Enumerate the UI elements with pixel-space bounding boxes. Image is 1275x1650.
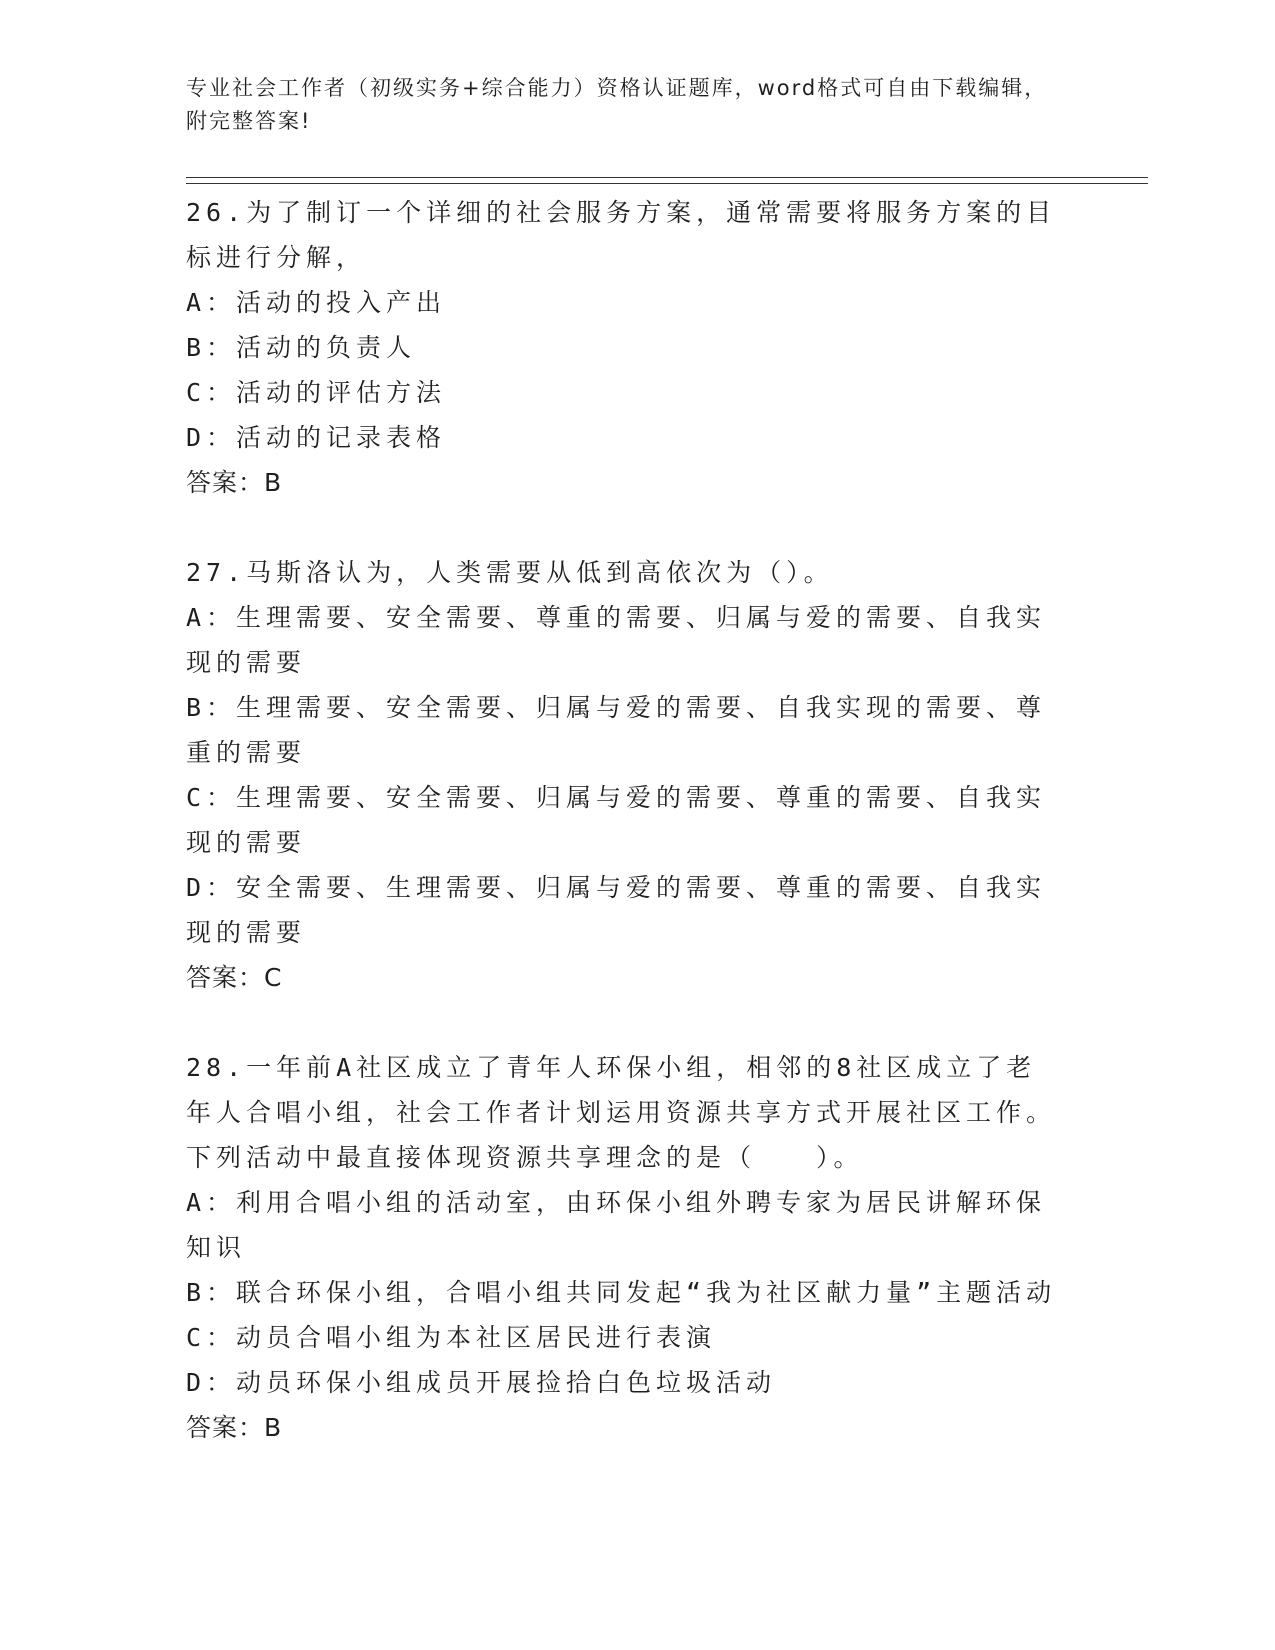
question-26 xyxy=(186,190,1066,505)
answer-label: 答案：B xyxy=(186,1413,283,1442)
option-d: D：活动的记录表格 xyxy=(186,423,447,452)
option-c: C：活动的评估方法 xyxy=(186,378,447,407)
question-list xyxy=(186,190,1066,1495)
question-stem: 27.马斯洛认为，人类需要从低到高依次为（）。 xyxy=(186,558,834,587)
question-27 xyxy=(186,550,1066,1000)
option-a: A：活动的投入产出 xyxy=(186,288,447,317)
option-c: C：生理需要、安全需要、归属与爱的需要、尊重的需要、自我实现的需要 xyxy=(186,783,1047,857)
document-header xyxy=(186,72,1066,138)
question-stem: 28.一年前A社区成立了青年人环保小组，相邻的8社区成立了老年人合唱小组，社会工作者计划运用资源共享方式开展社区工作。下列活动中最直接体现资源共享理念的是（ ）。 xyxy=(186,1053,1057,1172)
answer-label: 答案：B xyxy=(186,468,283,497)
option-b: B：活动的负责人 xyxy=(186,333,417,362)
option-b: B：生理需要、安全需要、归属与爱的需要、自我实现的需要、尊重的需要 xyxy=(186,693,1047,767)
header-title: 专业社会工作者（初级实务+综合能力）资格认证题库，word格式可自由下载编辑，附完整答案! xyxy=(186,76,1048,133)
header-divider xyxy=(186,177,1148,184)
option-c: C：动员合唱小组为本社区居民进行表演 xyxy=(186,1323,717,1352)
answer-label: 答案：C xyxy=(186,963,283,992)
option-d: D：安全需要、生理需要、归属与爱的需要、尊重的需要、自我实现的需要 xyxy=(186,873,1047,947)
option-a: A：利用合唱小组的活动室，由环保小组外聘专家为居民讲解环保知识 xyxy=(186,1188,1047,1262)
question-28 xyxy=(186,1045,1066,1450)
option-a: A：生理需要、安全需要、尊重的需要、归属与爱的需要、自我实现的需要 xyxy=(186,603,1047,677)
option-d: D：动员环保小组成员开展捡拾白色垃圾活动 xyxy=(186,1368,777,1397)
option-b: B：联合环保小组，合唱小组共同发起“我为社区献力量”主题活动 xyxy=(186,1278,1057,1307)
question-stem: 26.为了制订一个详细的社会服务方案，通常需要将服务方案的目标进行分解， xyxy=(186,198,1057,272)
